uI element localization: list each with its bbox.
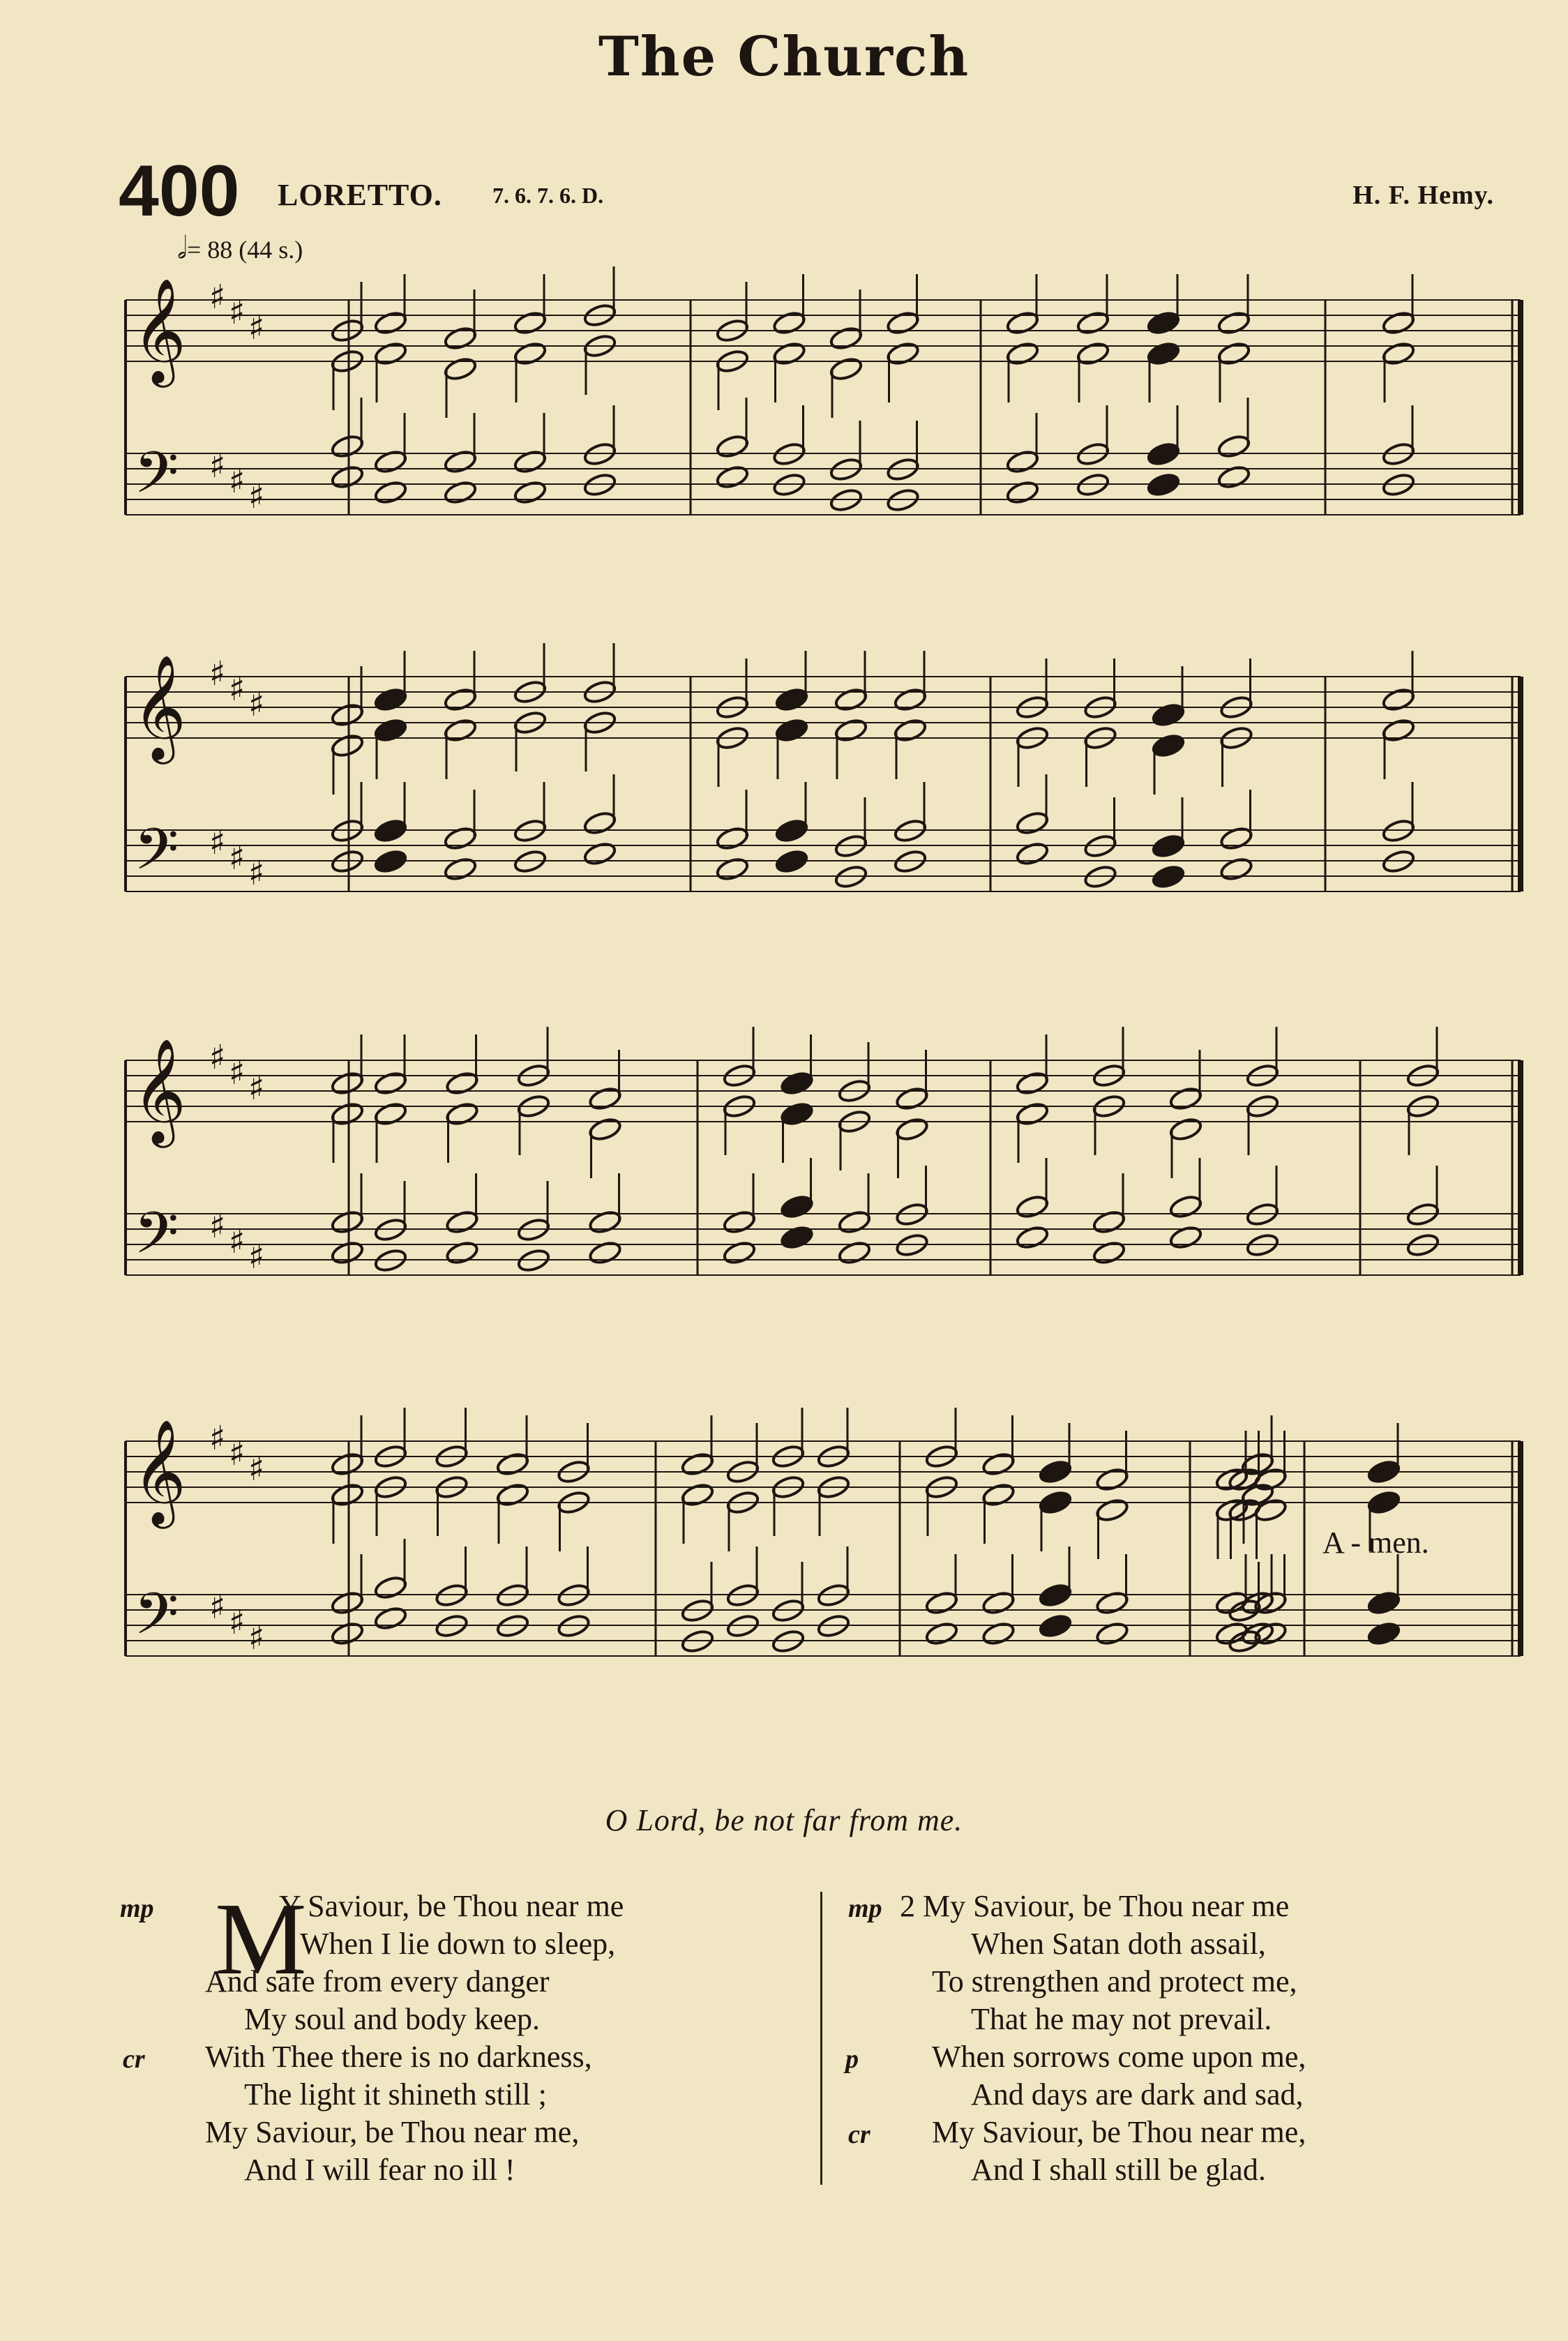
notehead [1381, 340, 1416, 367]
notehead [1366, 1620, 1401, 1647]
notehead [330, 1482, 365, 1508]
notehead [443, 356, 478, 382]
sharp-icon: ♯ [229, 462, 246, 501]
verse-line: And days are dark and sad, [971, 2077, 1304, 2112]
notehead [1015, 1101, 1050, 1127]
sharp-icon: ♯ [248, 1237, 265, 1277]
notehead [373, 1070, 408, 1097]
meter: 7. 6. 7. 6. D. [492, 183, 604, 208]
notehead [1038, 1582, 1073, 1609]
notehead [495, 1451, 530, 1477]
notehead [373, 1605, 408, 1632]
verse-line: My Saviour, be Thou near me, [932, 2115, 1306, 2149]
notehead [893, 686, 928, 713]
notehead [582, 810, 617, 836]
verse-line: The light it shineth still ; [244, 2077, 547, 2112]
verse-line: And I will fear no ill ! [244, 2153, 515, 2187]
notehead [895, 1085, 930, 1112]
notehead [443, 325, 478, 352]
notehead [722, 1240, 757, 1266]
sharp-icon: ♯ [229, 1053, 246, 1092]
verse-number: 2 [900, 1889, 915, 1923]
notehead [373, 449, 408, 475]
treble-clef-icon: 𝄞 [133, 1418, 186, 1524]
notehead [1151, 732, 1186, 759]
bass-clef-icon: 𝄢 [134, 815, 179, 897]
sharp-icon: ♯ [248, 477, 265, 516]
notehead [1366, 1489, 1401, 1516]
notehead [513, 449, 548, 475]
notehead [373, 717, 408, 744]
notehead [1216, 433, 1251, 460]
notehead [1015, 1070, 1050, 1097]
notehead [495, 1482, 530, 1508]
notehead [1076, 340, 1110, 367]
notehead [715, 856, 750, 882]
notehead [330, 464, 365, 490]
sharp-icon: ♯ [248, 1618, 265, 1657]
dynamic-mp-2: mp [848, 1894, 882, 1923]
notehead [834, 686, 868, 713]
notehead [1216, 340, 1251, 367]
notehead [1095, 1497, 1130, 1523]
notehead [443, 856, 478, 882]
notehead [513, 479, 548, 506]
verse-line: With Thee there is no darkness, [205, 2040, 592, 2074]
half-note-icon: 𝅗𝅥 [177, 231, 187, 265]
notehead [780, 1194, 815, 1220]
notehead [330, 1240, 365, 1266]
notehead [895, 1116, 930, 1143]
verse-line: To strengthen and protect me, [932, 1964, 1297, 1998]
dynamic-cr-2: cr [848, 2120, 870, 2149]
sharp-icon: ♯ [229, 293, 246, 332]
treble-clef-icon: 𝄞 [133, 654, 186, 760]
notehead [1381, 686, 1416, 713]
notehead [1005, 340, 1040, 367]
bass-clef-icon: 𝄢 [134, 1580, 179, 1662]
notehead [443, 717, 478, 744]
amen-text: A - men. [1322, 1526, 1429, 1560]
notehead [893, 717, 928, 744]
notehead [680, 1451, 715, 1477]
notehead [1168, 1194, 1203, 1220]
notehead [373, 1101, 408, 1127]
hymn-number: 400 [119, 151, 240, 232]
notehead [715, 433, 750, 460]
bass-clef-icon: 𝄢 [134, 439, 179, 520]
notehead [330, 702, 365, 728]
notehead [1168, 1085, 1203, 1112]
notehead [1015, 841, 1050, 867]
notehead [1038, 1489, 1073, 1516]
notehead [981, 1590, 1016, 1616]
notehead [1076, 310, 1110, 336]
sharp-icon: ♯ [209, 1038, 226, 1077]
sharp-icon: ♯ [248, 854, 265, 893]
notehead [981, 1451, 1016, 1477]
notehead [445, 1101, 480, 1127]
notehead [1005, 479, 1040, 506]
sharp-icon: ♯ [209, 1588, 226, 1627]
notehead [722, 1209, 757, 1235]
verse-line: My soul and body keep. [244, 2002, 541, 2036]
sharp-icon: ♯ [248, 1450, 265, 1489]
notehead [588, 1116, 623, 1143]
notehead [829, 356, 864, 382]
notehead [1095, 1620, 1130, 1647]
notehead [780, 1070, 815, 1097]
notehead [588, 1240, 623, 1266]
notehead [1005, 449, 1040, 475]
notehead [1015, 1224, 1050, 1251]
notehead [330, 1590, 365, 1616]
composer: H. F. Hemy. [1352, 181, 1494, 210]
sharp-icon: ♯ [209, 278, 226, 317]
verse-line: My Saviour, be Thou near me, [205, 2115, 580, 2149]
notehead [1366, 1459, 1401, 1485]
notehead [1216, 464, 1251, 490]
notehead [582, 841, 617, 867]
notehead [1146, 340, 1181, 367]
verse-line: And safe from every danger [205, 1964, 550, 1998]
verse-line: When Satan doth assail, [971, 1927, 1266, 1961]
notehead [513, 310, 548, 336]
notehead [774, 848, 809, 875]
notehead [445, 1209, 480, 1235]
notehead [588, 1085, 623, 1112]
verse-line: That he may not prevail. [971, 2002, 1272, 2036]
notehead [1168, 1224, 1203, 1251]
sharp-icon: ♯ [229, 1434, 246, 1473]
notehead [445, 1240, 480, 1266]
tune-name: LORETTO. [278, 178, 442, 212]
sharp-icon: ♯ [229, 1603, 246, 1642]
sharp-icon: ♯ [229, 1222, 246, 1261]
sharp-icon: ♯ [209, 823, 226, 862]
sharp-icon: ♯ [229, 838, 246, 878]
notehead [513, 340, 548, 367]
notehead [715, 464, 750, 490]
bass-clef-icon: 𝄢 [134, 1199, 179, 1281]
verse-line: And I shall still be glad. [971, 2153, 1266, 2187]
notehead [330, 1101, 365, 1127]
notehead [373, 1574, 408, 1601]
notehead [1151, 864, 1186, 890]
notehead [330, 1209, 365, 1235]
verse-divider [820, 1892, 822, 2185]
sharp-icon: ♯ [209, 1419, 226, 1458]
notehead [924, 1590, 959, 1616]
dynamic-p-2: p [845, 2045, 859, 2074]
notehead [715, 825, 750, 852]
notehead [1146, 310, 1181, 336]
notehead [1253, 1497, 1288, 1523]
drop-cap: M [215, 1882, 307, 1996]
notehead [1092, 1209, 1126, 1235]
notehead [1151, 702, 1186, 728]
sharp-icon: ♯ [209, 654, 226, 693]
dynamic-cr-1: cr [123, 2045, 145, 2074]
notehead [1168, 1116, 1203, 1143]
notehead [373, 686, 408, 713]
notehead [588, 1209, 623, 1235]
notehead [1151, 833, 1186, 859]
notehead [445, 1070, 480, 1097]
notehead [330, 433, 365, 460]
sharp-icon: ♯ [248, 308, 265, 347]
notehead [1219, 825, 1254, 852]
notehead [829, 325, 864, 352]
notehead [886, 340, 921, 367]
notehead [1366, 1590, 1401, 1616]
notehead [443, 825, 478, 852]
notehead [373, 340, 408, 367]
sharp-icon: ♯ [248, 1069, 265, 1108]
verse-2 [900, 1888, 1306, 2189]
verse-line-text: My Saviour, be Thou near me [923, 1889, 1290, 1923]
tempo-text: = 88 (44 s.) [187, 236, 303, 264]
treble-clef-icon: 𝄞 [133, 277, 186, 383]
notehead [1381, 717, 1416, 744]
treble-clef-icon: 𝄞 [133, 1037, 186, 1143]
notehead [373, 479, 408, 506]
notehead [680, 1482, 715, 1508]
notehead [1219, 856, 1254, 882]
notehead [1095, 1466, 1130, 1493]
notehead [1146, 472, 1181, 498]
notehead [837, 1240, 872, 1266]
notehead [774, 818, 809, 844]
notehead [443, 479, 478, 506]
notehead [772, 340, 807, 367]
dynamic-mp-1: mp [120, 1894, 154, 1923]
page-header: The Church [598, 25, 970, 89]
sharp-icon: ♯ [209, 1207, 226, 1246]
notehead [330, 732, 365, 759]
notehead [837, 1209, 872, 1235]
notehead [373, 848, 408, 875]
notehead [373, 310, 408, 336]
notehead [373, 818, 408, 844]
notehead [981, 1482, 1016, 1508]
verse-line: When sorrows come upon me, [932, 2040, 1306, 2074]
notehead [1092, 1240, 1126, 1266]
notehead [330, 1451, 365, 1477]
sharp-icon: ♯ [248, 685, 265, 724]
verse-line [900, 1888, 1306, 1925]
notehead [774, 717, 809, 744]
notehead [772, 310, 807, 336]
sharp-icon: ♯ [209, 446, 226, 485]
notehead [443, 449, 478, 475]
verse-1 [205, 1882, 624, 2189]
notehead [330, 1070, 365, 1097]
notehead [1216, 310, 1251, 336]
notehead [924, 1620, 959, 1647]
notehead [774, 686, 809, 713]
notehead [834, 717, 868, 744]
notehead [780, 1224, 815, 1251]
notehead [330, 1620, 365, 1647]
notehead [1038, 1613, 1073, 1639]
notehead [886, 310, 921, 336]
verse-line: When I lie down to sleep, [300, 1927, 616, 1961]
notehead [1095, 1590, 1130, 1616]
notehead [780, 1101, 815, 1127]
sharp-icon: ♯ [229, 670, 246, 709]
notehead [1015, 1194, 1050, 1220]
verse-line: Y Saviour, be Thou near me [279, 1889, 624, 1923]
notehead [1038, 1459, 1073, 1485]
notehead [1146, 441, 1181, 467]
notehead [1005, 310, 1040, 336]
notehead [1015, 810, 1050, 836]
notehead [1381, 310, 1416, 336]
notehead [981, 1620, 1016, 1647]
hymn-caption: O Lord, be not far from me. [605, 1803, 963, 1837]
notehead [443, 686, 478, 713]
